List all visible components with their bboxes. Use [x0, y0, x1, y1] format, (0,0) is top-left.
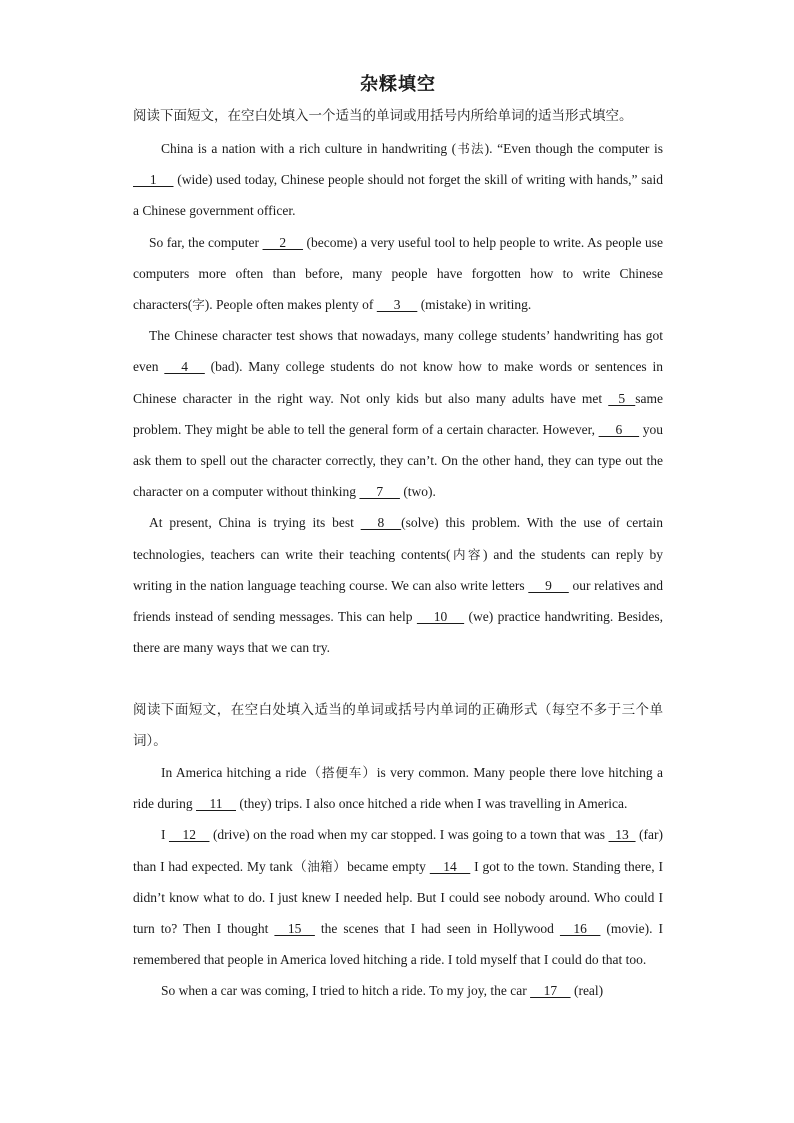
text-run: At present, China is trying its best: [149, 515, 361, 531]
text-run: 油箱: [307, 858, 334, 874]
text-run: (real): [570, 983, 604, 999]
text-run: The Chinese character test shows that nowadays, many college students’ handwriting has got even: [133, 328, 663, 375]
answer-blank-8[interactable]: 8: [360, 515, 402, 531]
answer-blank-2[interactable]: 2: [262, 234, 304, 250]
answer-blank-16[interactable]: 16: [559, 921, 601, 937]
answer-blank-14[interactable]: 14: [429, 858, 471, 874]
answer-blank-4[interactable]: 4: [164, 359, 205, 375]
text-run: 字: [192, 297, 205, 313]
text-run: ). People often makes plenty of: [204, 297, 377, 313]
text-run: (mistake) in writing.: [417, 297, 532, 313]
text-run: I got to the town. Standing there, I didn’t know what to do. I just knew I needed help. But I could see nobody around. Who could I turn to? Then I thought: [133, 858, 663, 937]
answer-blank-17[interactable]: 17: [530, 983, 571, 999]
passage1-paragraph-1: [133, 133, 663, 227]
text-run: the scenes that I had seen in Hollywood: [314, 921, 560, 937]
text-run: ）became empty: [333, 858, 430, 874]
answer-blank-7[interactable]: 7: [359, 484, 400, 500]
text-run: (they) trips. I also once hitched a ride when I was travelling in America.: [236, 796, 628, 812]
text-run: ) and the students can reply by writing in the nation language teaching course. We can also write letters: [133, 546, 663, 593]
answer-blank-13[interactable]: 13: [608, 827, 636, 843]
text-run: I: [161, 827, 169, 843]
passage1-paragraph-2: [133, 227, 663, 321]
text-run: (drive) on the road when my car stopped. I was going to a town that was: [209, 827, 609, 843]
passage-1: [133, 133, 663, 663]
text-run: ). “Even though the computer is: [484, 141, 663, 156]
passage1-paragraph-3: [133, 320, 663, 507]
passage1-paragraph-4: [133, 507, 663, 663]
section1-instruction: 阅读下面短文，在空白处填入一个适当的单词或用括号内所给单词的适当形式填空。: [133, 108, 633, 124]
text-run: you ask them to spell out the character correctly, they can’t. On the other hand, they can type out the character on a computer without thinking: [133, 421, 663, 500]
text-run: (movie). I remembered that people in America loved hitching a ride. I told myself that I could do that too.: [133, 921, 663, 968]
text-run: (far) than I had expected. My tank（: [133, 827, 663, 874]
text-run: (bad). Many college students do not know how to make words or sentences in Chinese character in the right way. Not only kids but also many adults have met: [133, 359, 664, 406]
text-run: So when a car was coming, I tried to hitch a ride. To my joy, the car: [161, 983, 531, 999]
text-run: 搭便车: [321, 765, 363, 780]
answer-blank-9[interactable]: 9: [528, 577, 569, 593]
answer-blank-12[interactable]: 12: [168, 827, 210, 843]
text-run: 内容: [450, 546, 484, 562]
answer-blank-5[interactable]: 5: [608, 390, 636, 406]
text-run: same problem. They might be able to tell the general form of a certain character. However,: [133, 390, 663, 437]
page-title: 杂糅填空: [360, 74, 436, 95]
text-run: (become) a very useful tool to help people to write. As people use computers more often than before, many people have forgotten how to write Chinese characters(: [133, 234, 663, 313]
section2-instruction: 阅读下面短文，在空白处填入适当的单词或括号内单词的正确形式（每空不多于三个单词）。: [133, 702, 663, 749]
answer-blank-10[interactable]: 10: [416, 609, 465, 625]
passage2-paragraph-2: [133, 819, 663, 975]
text-run: ）is very common. Many people there love hitching a ride during: [133, 765, 663, 812]
text-run: So far, the computer: [149, 234, 263, 250]
text-run: In America hitching a ride（: [161, 765, 322, 780]
answer-blank-3[interactable]: 3: [376, 297, 418, 313]
answer-blank-15[interactable]: 15: [274, 921, 315, 937]
answer-blank-6[interactable]: 6: [598, 421, 640, 437]
text-run: (two).: [399, 484, 436, 500]
answer-blank-1[interactable]: 1: [133, 172, 174, 188]
text-run: (solve) this problem. With the use of certain technologies, teachers can write their teaching contents(: [133, 515, 663, 562]
text-run: our relatives and friends instead of sending messages. This can help: [133, 577, 663, 625]
text-run: 书法: [456, 141, 485, 156]
passage-2: [133, 757, 663, 1007]
text-run: (wide) used today, Chinese people should not forget the skill of writing with hands,” said a Chinese government officer.: [133, 172, 663, 219]
answer-blank-11[interactable]: 11: [196, 796, 236, 812]
text-run: China is a nation with a rich culture in handwriting (: [161, 141, 457, 156]
passage2-paragraph-3: [133, 975, 663, 1006]
passage2-paragraph-1: [133, 757, 663, 819]
text-run: (we) practice handwriting. Besides, there are many ways that we can try.: [133, 609, 663, 656]
